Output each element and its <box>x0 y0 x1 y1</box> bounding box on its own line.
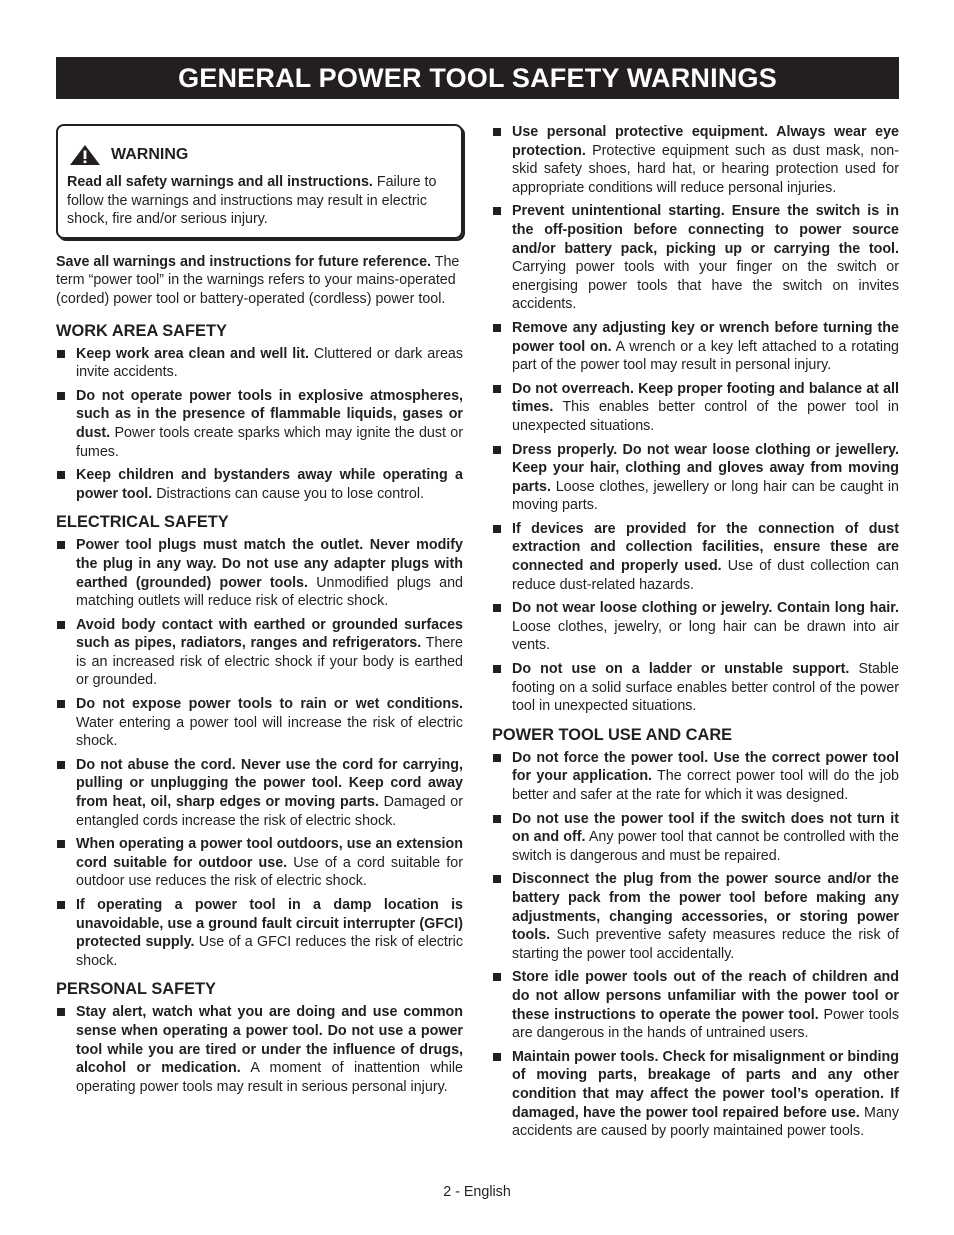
bullet-bold: Do not use the power tool if the switch does not turn it on and off. <box>512 810 899 846</box>
bullet-item <box>492 123 899 197</box>
section-heading: WORK AREA SAFETY <box>56 321 227 340</box>
bullet-bold: Stay alert, watch what you are doing and use common sense when operating a power tool. Do not use a power tool while you are tired or under the influence of drugs, alcohol or medication. <box>76 1004 463 1077</box>
bullet-text: Use of dust collection can reduce dust-related hazards. <box>512 558 900 593</box>
bullet-text: Power tools are dangerous in the hands of untrained users. <box>512 1006 900 1042</box>
bullet-text: Use of a GFCI reduces the risk of electric shock. <box>76 934 463 969</box>
bullet-bold: Prevent unintentional starting. Ensure the switch is in the off-position before connecting to power source and/or battery pack, picking up or carrying the tool. <box>512 203 899 257</box>
bullet-item <box>56 695 463 751</box>
bullet-text: There is an increased risk of electric shock if your body is earthed or grounded. <box>76 635 463 689</box>
section-personal-safety-continued <box>492 123 899 716</box>
bullet-text: Such preventive safety measures reduce the risk of starting the power tool accidentally. <box>512 927 899 962</box>
bullet-bold: Disconnect the plug from the power source and/or the battery pack from the power tool before making any adjustments, changing accessories, or storing power tools. <box>512 871 899 944</box>
bullet-bold: Do not force the power tool. Use the correct power tool for your application. <box>512 749 899 785</box>
bullet-item <box>56 466 463 503</box>
bullet-list <box>56 1003 463 1096</box>
bullet-item <box>492 599 899 655</box>
bullet-bold: If operating a power tool in a damp location is unavoidable, use a ground fault circuit interrupter (GFCI) protected supply. <box>76 897 463 951</box>
bullet-text: Many accidents are caused by poorly maintained power tools. <box>512 1104 899 1140</box>
bullet-item <box>492 1048 899 1141</box>
bullet-bold: Power tool plugs must match the outlet. Never modify the plug in any way. Do not use any adapter plugs with earthed (grounded) power tools. <box>76 537 463 591</box>
bullet-bold: Keep work area clean and well lit. <box>76 345 309 362</box>
warning-heading: WARNING <box>111 145 189 163</box>
bullet-text: Carrying power tools with your finger on the switch or energising power tools that have the switch on invites accidents. <box>512 259 899 313</box>
bullet-item <box>492 968 899 1042</box>
warning-triangle-icon <box>69 144 101 166</box>
bullet-bold: Dress properly. Do not wear loose clothing or jewellery. Keep your hair, clothing and gloves away from moving parts. <box>512 441 899 495</box>
section-work-area-safety <box>56 321 463 504</box>
section-heading: ELECTRICAL SAFETY <box>56 513 229 532</box>
section-power-tool-use-and-care <box>492 725 899 1141</box>
intro-bold: Save all warnings and instructions for future reference. <box>56 253 431 270</box>
bullet-bold: Maintain power tools. Check for misalignment or binding of moving parts, breakage of parts and any other condition that may affect the power tool’s operation. If damaged, have the power tool repaired before use. <box>512 1048 899 1121</box>
bullet-item <box>492 202 899 314</box>
bullet-item <box>56 896 463 970</box>
bullet-text: Distractions can cause you to lose control. <box>152 485 425 502</box>
bullet-bold: If devices are provided for the connection of dust extraction and collection facilities, ensure these are connected and properly used. <box>512 520 899 575</box>
bullet-text: Use of a cord suitable for outdoor use reduces the risk of electric shock. <box>76 854 463 890</box>
bullet-text: A wrench or a key left attached to a rotating part of the power tool may result in personal injury. <box>512 338 899 374</box>
bullet-item <box>492 749 899 805</box>
page-title: GENERAL POWER TOOL SAFETY WARNINGS <box>56 57 899 99</box>
bullet-item <box>56 387 463 461</box>
bullet-text: Damaged or entangled cords increase the risk of electric shock. <box>76 794 463 829</box>
section-electrical-safety <box>56 512 463 970</box>
bullet-text: Any power tool that cannot be controlled with the switch is dangerous and must be repaired. <box>512 829 899 864</box>
bullet-text: A moment of inattention while operating power tools may result in serious personal injury. <box>76 1060 463 1095</box>
warning-header <box>67 144 452 166</box>
intro-paragraph <box>56 253 463 309</box>
warning-text <box>67 173 452 229</box>
bullet-list <box>492 749 899 1141</box>
bullet-item <box>56 835 463 891</box>
bullet-list <box>56 345 463 504</box>
page-footer: 2 - English <box>443 1184 511 1200</box>
bullet-item <box>492 810 899 866</box>
bullet-text: This enables better control of the power tool in unexpected situations. <box>512 399 899 434</box>
bullet-bold: Do not wear loose clothing or jewelry. Contain long hair. <box>512 600 899 617</box>
bullet-text: Cluttered or dark areas invite accidents. <box>76 345 464 381</box>
bullet-text: Protective equipment such as dust mask, non-skid safety shoes, hard hat, or hearing protection used for appropriate conditions will reduce personal injuries. <box>512 142 899 196</box>
section-personal-safety <box>56 979 463 1096</box>
bullet-item <box>56 616 463 690</box>
bullet-bold: Avoid body contact with earthed or grounded surfaces such as pipes, radiators, ranges and refrigerators. <box>76 616 463 652</box>
bullet-bold: Do not abuse the cord. Never use the cord for carrying, pulling or unplugging the power tool. Keep cord away from heat, oil, sharp edges or moving parts. <box>76 756 463 811</box>
bullet-text: Power tools create sparks which may ignite the dust or fumes. <box>76 424 463 460</box>
warning-box <box>56 124 463 239</box>
section-heading: POWER TOOL USE AND CARE <box>492 725 733 744</box>
warning-bold: Read all safety warnings and all instructions. <box>67 174 373 190</box>
bullet-text: The correct power tool will do the job better and safer at the rate for which it was designed. <box>512 768 899 803</box>
bullet-item <box>56 345 463 382</box>
bullet-bold: Keep children and bystanders away while operating a power tool. <box>76 467 463 502</box>
bullet-item <box>492 380 899 436</box>
bullet-item <box>56 536 463 610</box>
right-column <box>492 123 899 1150</box>
bullet-bold: Do not expose power tools to rain or wet conditions. <box>76 696 463 713</box>
bullet-item <box>56 1003 463 1096</box>
bullet-bold: When operating a power tool outdoors, use an extension cord suitable for outdoor use. <box>76 836 463 871</box>
left-column <box>56 124 463 1105</box>
bullet-item <box>492 520 899 594</box>
bullet-bold: Remove any adjusting key or wrench before turning the power tool on. <box>512 319 899 355</box>
bullet-item <box>56 756 463 830</box>
bullet-list <box>492 123 899 716</box>
bullet-list <box>56 536 463 970</box>
warning-body: Failure to follow the warnings and instructions may result in electric shock, fire and/or serious injury. <box>67 174 437 228</box>
bullet-bold: Do not operate power tools in explosive atmospheres, such as in the presence of flammable liquids, gases or dust. <box>76 387 463 441</box>
section-heading: PERSONAL SAFETY <box>56 980 216 999</box>
bullet-item <box>492 441 899 515</box>
bullet-text: Water entering a power tool will increase the risk of electric shock. <box>76 714 463 750</box>
bullet-text: Loose clothes, jewellery or long hair can be caught in moving parts. <box>512 478 899 514</box>
bullet-text: Unmodified plugs and matching outlets will reduce risk of electric shock. <box>76 574 463 610</box>
bullet-bold: Do not use on a ladder or unstable support. <box>512 661 850 678</box>
bullet-item <box>492 660 899 716</box>
bullet-item <box>492 870 899 963</box>
bullet-bold: Do not overreach. Keep proper footing and balance at all times. <box>512 380 899 416</box>
bullet-text: Loose clothes, jewelry, or long hair can be drawn into air vents. <box>512 618 899 654</box>
bullet-bold: Use personal protective equipment. Always wear eye protection. <box>512 124 899 159</box>
bullet-bold: Store idle power tools out of the reach of children and do not allow persons unfamiliar with the power tool or these instructions to operate the power tool. <box>512 969 899 1023</box>
bullet-text: Stable footing on a solid surface enables better control of the power tool in unexpected situations. <box>512 661 899 715</box>
bullet-item <box>492 319 899 375</box>
intro-body: The term “power tool” in the warnings refers to your mains-operated (corded) power tool or battery-operated (cordless) power tool. <box>56 253 460 307</box>
